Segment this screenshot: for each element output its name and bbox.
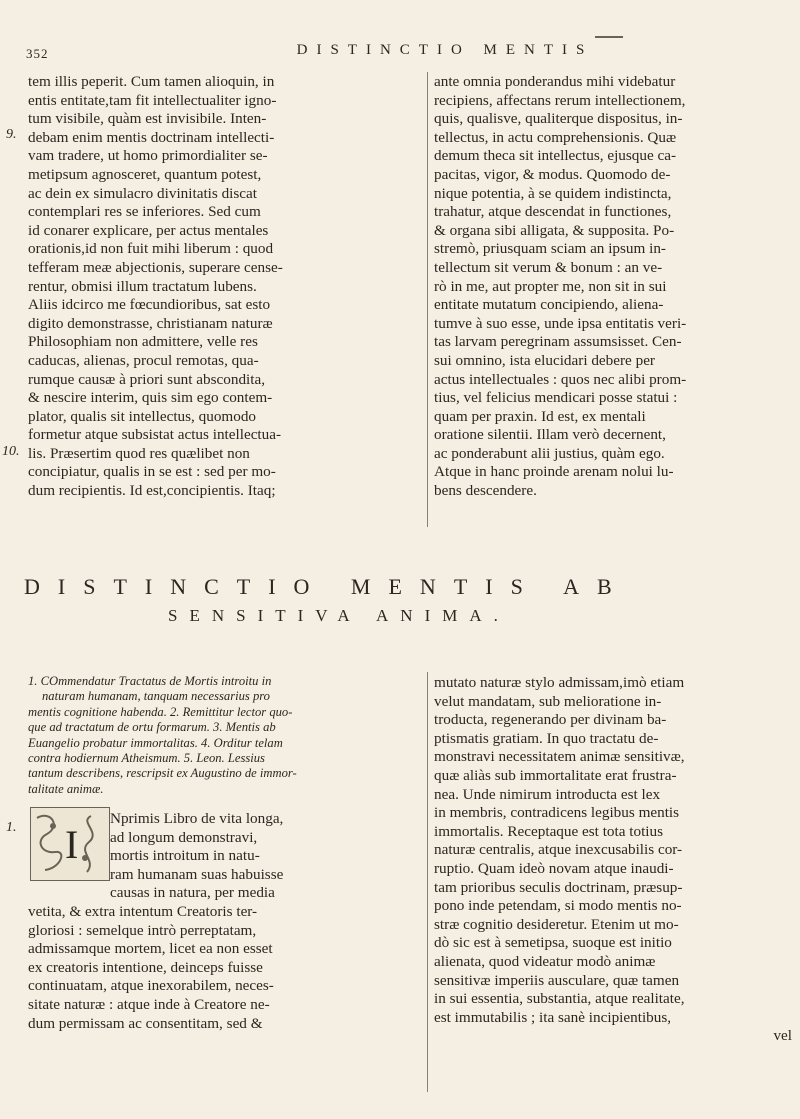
text-line: tem illis peperit. Cum tamen alioquin, in xyxy=(28,73,275,90)
text-line: debam enim mentis doctrinam intellecti- xyxy=(28,128,275,146)
text-line: quis, qualisve, qualiterque dispositus, in- xyxy=(434,110,683,128)
text-line: stremò, priusquam sciam an ipsum in- xyxy=(434,240,666,258)
column-divider xyxy=(427,672,428,1092)
summary-line: que ad tractatum de ortu formarum. 3. Mentis ab xyxy=(28,720,276,735)
text-line: rentur, obmisi illum tractatum lubens. xyxy=(28,277,257,295)
section-subtitle: SENSITIVA ANIMA. xyxy=(168,606,510,625)
text-line: dum recipientis. Id est,concipientis. Itaq; xyxy=(28,482,276,500)
text-line: stræ cognitio desideretur. Etenim ut mo- xyxy=(434,915,679,933)
text-line: ex creatoris intentione, deinceps fuisse xyxy=(28,958,263,976)
text-line: contemplari res se inferiores. Sed cum xyxy=(28,203,261,221)
page-number: 352 xyxy=(26,46,49,61)
text-line: & organa sibi alligata, & supposita. Po- xyxy=(434,221,675,239)
text-line: admissamque mortem, licet ea non esset xyxy=(28,940,273,958)
text-line: monstravi necessitatem animæ sensitivæ, xyxy=(434,748,685,766)
text-line: rò in me, aut propter me, non sit in sui xyxy=(434,277,667,295)
catchword: vel xyxy=(773,1027,792,1045)
text-line: & nescire interim, quis sim ego contem- xyxy=(28,389,273,407)
text-line: tas larvam peregrinam assumsisset. Cen- xyxy=(434,333,682,351)
text-line: bens descendere. xyxy=(434,482,537,500)
text-line: rumque causæ à priori sunt abscondita, xyxy=(28,370,266,388)
text-line: est immutabilis ; ita sanè incipientibus, xyxy=(434,1008,672,1026)
text-line: tellectum sit verum & bonum : an ve- xyxy=(434,258,663,276)
text-line: tumve à suo esse, unde ipsa entitatis veri- xyxy=(434,314,687,332)
summary-line: mentis cognitione habenda. 2. Remittitur lector quo- xyxy=(28,704,293,719)
text-line: nique potentia, à se quidem indistincta, xyxy=(434,184,672,202)
text-line: quæ aliàs sub immortalitate erat frustra- xyxy=(434,766,677,784)
text-line: sitate naturæ : atque inde à Creatore ne- xyxy=(28,995,270,1013)
text-line: entitate mutatum concipiendo, aliena- xyxy=(434,296,664,314)
text-line: tum visibile, quàm est invisibile. Inten- xyxy=(28,110,267,128)
text-line: tefferam meæ abjectionis, superare cense- xyxy=(28,258,283,276)
summary-line: naturam humanam, tanquam necessarius pro xyxy=(42,689,270,704)
text-line: sui omnino, ista elucidari debere per xyxy=(434,351,655,369)
text-line: tellectus, in actu comprehensionis. Quæ xyxy=(434,128,677,146)
text-line: pono inde petendam, si modo mentis no- xyxy=(434,897,682,915)
text-line: velut mandatam, sub melioratione in- xyxy=(434,692,662,710)
text-line: vetita, & extra intentum Creatoris ter- xyxy=(28,902,258,920)
text-line: alienata, quod videatur modò animæ xyxy=(434,952,656,970)
text-line: tius, vel felicius mendicari posse statui : xyxy=(434,389,678,407)
text-line: dò sic est à semetipsa, suoque est initio xyxy=(434,934,672,952)
text-line: dum permissam ac consentitam, sed & xyxy=(28,1014,263,1032)
text-line: sensitivæ imperiis ausculare, quæ tamen xyxy=(434,971,680,989)
text-line: Nprimis Libro de vita longa, xyxy=(110,810,284,827)
text-line: ptismatis gratiam. In quo tractatu de- xyxy=(434,729,659,747)
text-line: demum theca sit intellectus, ejusque ca- xyxy=(434,147,677,165)
text-line: caducas, alienas, procul remotas, qua- xyxy=(28,351,259,369)
text-line: Philosophiam non admittere, velle res xyxy=(28,333,258,351)
margin-note-1: 1. xyxy=(6,820,17,835)
text-line: formetur atque subsistat actus intellectua- xyxy=(28,426,282,444)
text-line: troducta, regenerando per divinam ba- xyxy=(434,711,667,729)
text-line: trahatur, atque descendat in functiones, xyxy=(434,203,672,221)
text-line: pacitas, vigor, & modus. Quomodo de- xyxy=(434,165,671,183)
text-line: Atque in hanc proinde arenam nolui lu- xyxy=(434,463,674,481)
text-line: ac ponderabunt alii justius, quàm ego. xyxy=(434,444,665,462)
text-line: digito demonstrasse, christianam naturæ xyxy=(28,314,273,332)
summary-line: Euangelio probatur immortalitas. 4. Orditur telam xyxy=(28,735,283,750)
chapter-summary xyxy=(28,674,420,797)
text-line: entis entitate,tam fit intellectualiter igno- xyxy=(28,91,277,109)
text-line: ad longum demonstravi, xyxy=(110,828,258,846)
running-head: DISTINCTIO MENTIS xyxy=(296,42,594,58)
text-line: recipiens, affectans rerum intellectionem, xyxy=(434,91,686,109)
text-line: Aliis idcirco me fœcundioribus, sat esto xyxy=(28,296,271,314)
lower-left-column xyxy=(28,810,423,1033)
text-line: ruptio. Quam ideò novam atque inaudi- xyxy=(434,859,674,877)
text-line: continuatam, atque inexorabilem, neces- xyxy=(28,977,274,995)
running-head-ornament xyxy=(595,36,623,38)
text-line: mortis introitum in natu- xyxy=(110,847,260,865)
text-line: naturæ centralis, atque inexcusabilis cor- xyxy=(434,841,683,859)
text-line: immortalis. Receptaque est tota totius xyxy=(434,822,664,840)
text-line: gloriosi : semelque intrò perreptatam, xyxy=(28,921,257,939)
text-line: oratione silentii. Illam verò decernent, xyxy=(434,426,666,444)
text-line: tam prioribus seculis doctrinam, præsup- xyxy=(434,878,683,896)
upper-left-column xyxy=(28,73,423,501)
text-line: nea. Unde nimirum introducta est lex xyxy=(434,785,661,803)
text-line: orationis,id non fuit mihi liberum : quod xyxy=(28,240,274,258)
margin-note-10: 10. xyxy=(2,444,20,459)
text-line: causas in natura, per media xyxy=(110,884,275,902)
summary-line: tantum describens, rescripsit ex Augustino de immor- xyxy=(28,766,297,781)
text-line: ram humanam suas habuisse xyxy=(110,865,284,883)
text-line: vam tradere, ut homo primordialiter se- xyxy=(28,147,268,165)
section-title: DISTINCTIO MENTIS AB xyxy=(24,574,630,599)
text-line: quam per praxin. Id est, ex mentali xyxy=(434,407,646,425)
drop-cap-letter: I xyxy=(65,822,79,867)
margin-note-9: 9. xyxy=(6,127,17,142)
lower-right-column xyxy=(434,674,792,1046)
text-line: lis. Præsertim quod res quælibet non xyxy=(28,444,250,462)
text-line: ante omnia ponderandus mihi videbatur xyxy=(434,73,676,90)
text-line: in sui essentia, substantia, atque realitate, xyxy=(434,990,685,1008)
text-line: plator, qualis sit intellectus, quomodo xyxy=(28,407,257,425)
text-line: in membris, contradicens legibus mentis xyxy=(434,804,680,822)
upper-right-column xyxy=(434,73,792,501)
summary-line: contra hodiernum Atheismum. 5. Leon. Lessius xyxy=(28,751,265,766)
text-line: ac dein ex simulacro divinitatis discat xyxy=(28,184,258,202)
text-line: metipsum agnosceret, quantum potest, xyxy=(28,165,262,183)
text-line: mutato naturæ stylo admissam,imò etiam xyxy=(434,674,685,691)
text-line: id conarer explicare, per actus mentales xyxy=(28,221,269,239)
summary-line: 1. COmmendatur Tractatus de Mortis introitu in xyxy=(28,674,272,688)
column-divider xyxy=(427,72,428,527)
summary-line: talitate animæ. xyxy=(28,781,104,796)
text-line: actus intellectuales : quos nec alibi prom- xyxy=(434,370,687,388)
text-line: concipiatur, qualis in se est : sed per mo- xyxy=(28,463,276,481)
